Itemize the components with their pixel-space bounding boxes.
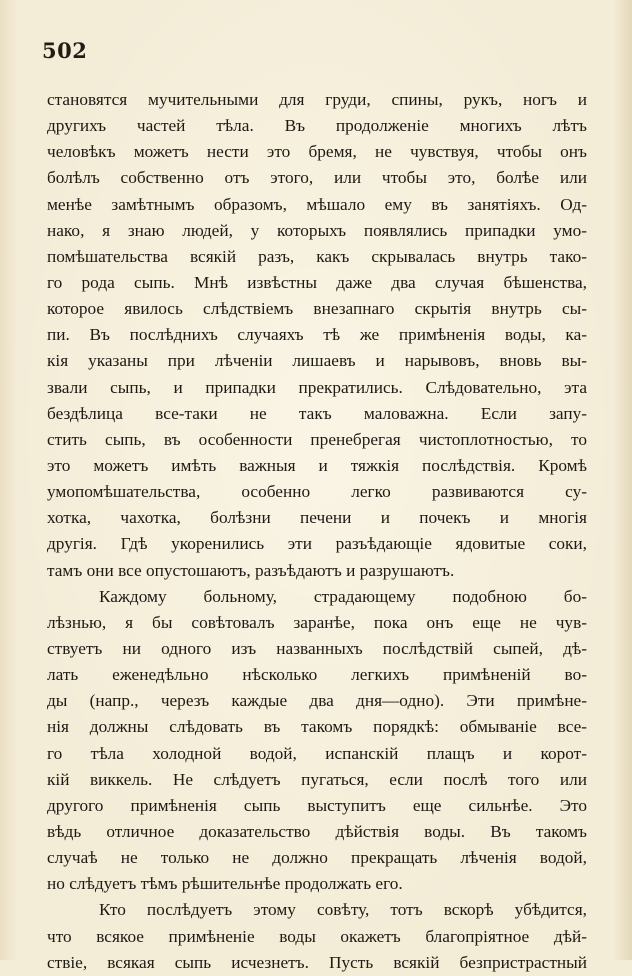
text-line: хотка, чахотка, болѣзни печени и почекъ и многія (47, 508, 587, 528)
text-line: другихъ частей тѣла. Въ продолженіе многихъ лѣтъ (47, 116, 587, 136)
text-line: бездѣлица все-таки не такъ маловажна. Если запу- (47, 403, 587, 423)
text-line: Кто послѣдуетъ этому совѣту, тотъ вскорѣ убѣдится, (99, 900, 587, 920)
text-line: лать еженедѣльно нѣсколько легкихъ примѣненій во- (47, 665, 587, 685)
text-line: го рода сыпь. Мнѣ извѣстны даже два случая бѣшенства, (47, 272, 587, 292)
text-line: человѣкъ можетъ нести это бремя, не чувствуя, чтобы онъ (47, 142, 587, 162)
text-line: другого примѣненія сыпь выступитъ еще сильнѣе. Это (47, 795, 587, 815)
text-line: ды (напр., черезъ каждые два дня—одно). Эти примѣне- (47, 691, 587, 711)
text-line: умопомѣшательства, особенно легко развиваются су- (47, 482, 587, 502)
text-line: это можетъ имѣть важныя и тяжкія послѣдствія. Кромѣ (47, 455, 587, 475)
text-line: лѣзнью, я бы совѣтовалъ заранѣе, пока онъ еще не чув- (47, 612, 587, 632)
text-line: помѣшательства всякій разъ, какъ скрывалась внутрь тако- (47, 246, 587, 266)
text-line: ствіе, всякая сыпь исчезнетъ. Пусть всякій безпристрастный (47, 952, 587, 972)
text-line: нія должны слѣдовать въ такомъ порядкѣ: обмываніе все- (47, 717, 587, 737)
text-line: звали сыпь, и припадки прекратились. Слѣдовательно, эта (47, 377, 587, 397)
text-line: пи. Въ послѣднихъ случаяхъ тѣ же примѣненія воды, ка- (47, 325, 587, 345)
text-line: кія указаны при лѣченіи лишаевъ и нарывовъ, вновь вы- (47, 351, 587, 371)
page-number: 502 (42, 38, 88, 63)
paragraph (47, 87, 587, 584)
text-line: болѣлъ собственно отъ этого, или чтобы это, болѣе или (47, 168, 587, 188)
paragraph (47, 897, 587, 975)
text-line: ствуетъ ни одного изъ названныхъ послѣдствій сыпей, дѣ- (47, 638, 587, 658)
text-line: го тѣла холодной водой, испанскій плащъ и корот- (47, 743, 587, 763)
text-line: случаѣ не только не должно прекращать лѣченія водой, (47, 848, 587, 868)
text-line: становятся мучительными для груди, спины, рукъ, ногъ и (47, 90, 587, 109)
text-line: нако, я знаю людей, у которыхъ появлялись припадки умо- (47, 220, 587, 240)
text-line: но слѣдуетъ тѣмъ рѣшительнѣе продолжать его. (47, 874, 403, 894)
text-line: другія. Гдѣ укоренились эти разъѣдающіе ядовитые соки, (47, 534, 587, 554)
text-line: стить сыпь, въ особенности пренебрегая чистоплотностью, то (47, 429, 587, 449)
text-line: тамъ они все опустошаютъ, разъѣдаютъ и разрушаютъ. (47, 560, 455, 580)
text-line: что всякое примѣненіе воды окажетъ благопріятное дѣй- (47, 926, 587, 946)
text-line: которое явилось слѣдствіемъ внезапнаго скрытія внутрь сы- (47, 299, 587, 319)
text-line: менѣе замѣтнымъ образомъ, мѣшало ему въ занятіяхъ. Од- (47, 194, 587, 214)
text-line: вѣдь отличное доказательство дѣйствія воды. Въ такомъ (47, 821, 587, 841)
text-line: кій виккель. Не слѣдуетъ пугаться, если послѣ того или (47, 769, 587, 789)
text-line: Каждому больному, страдающему подобною бо- (99, 586, 587, 606)
body-text (47, 87, 587, 976)
paragraph (47, 584, 587, 898)
